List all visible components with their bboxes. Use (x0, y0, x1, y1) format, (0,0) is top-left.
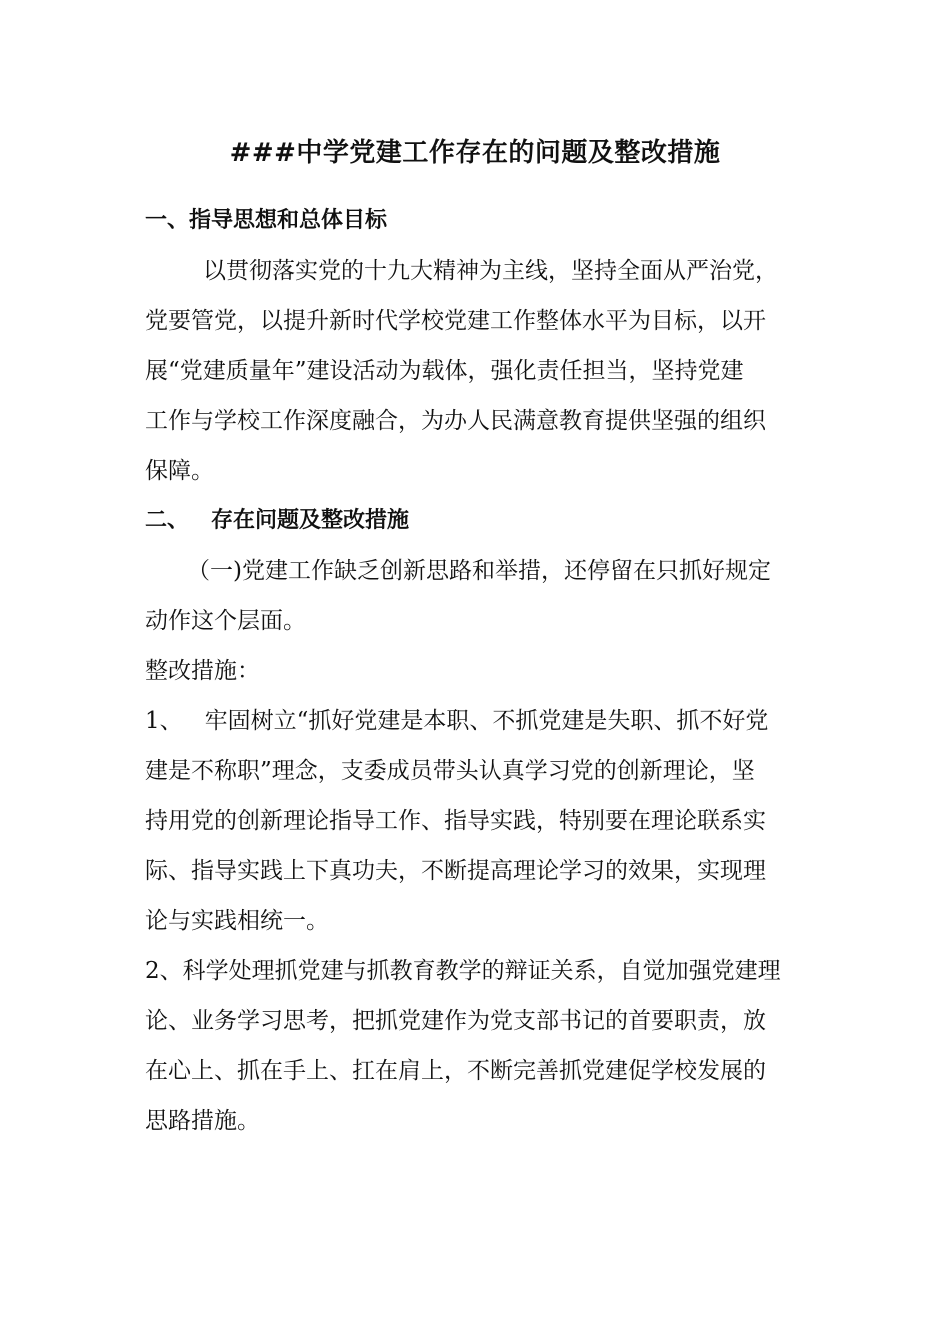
measure-item-2-line: 在心上、抓在手上、扛在肩上，不断完善抓党建促学校发展的 (145, 1058, 766, 1084)
measures-label: 整改措施： (145, 658, 260, 684)
measure-item-number: 1、 (145, 708, 183, 734)
paragraph-line: 以贯彻落实党的十九大精神为主线，坚持全面从严治党， (203, 258, 778, 284)
measure-item-2-line: 思路措施。 (145, 1108, 260, 1134)
measure-item-2-line: 2、科学处理抓党建与抓教育教学的辩证关系，自觉加强党建理 (145, 958, 781, 984)
section-heading-number: 二、 (145, 508, 190, 533)
section-heading-guiding-ideas: 一、指导思想和总体目标 (145, 208, 388, 233)
problem-line: （一)党建工作缺乏创新思路和举措，还停留在只抓好规定 (187, 558, 771, 584)
section-heading-problems-measures (145, 496, 810, 546)
measure-item-1-line: 建是不称职”理念，支委成员带头认真学习党的创新理论，坚 (145, 758, 755, 784)
document-body (145, 196, 810, 1146)
measure-item-2-line: 论、业务学习思考，把抓党建作为党支部书记的首要职责，放 (145, 1008, 766, 1034)
section-heading-text: 存在问题及整改措施 (211, 508, 410, 533)
measure-item-1-line: 持用党的创新理论指导工作、指导实践，特别要在理论联系实 (145, 808, 766, 834)
measure-item-1-line (145, 696, 810, 746)
measure-item-text: 牢固树立“抓好党建是本职、不抓党建是失职、抓不好党 (204, 708, 769, 734)
problem-line: 动作这个层面。 (145, 608, 306, 634)
paragraph-line: 党要管党，以提升新时代学校党建工作整体水平为目标，以开 (145, 308, 766, 334)
measure-item-1-line: 论与实践相统一。 (145, 908, 329, 934)
paragraph-line: 工作与学校工作深度融合，为办人民满意教育提供坚强的组织 (145, 408, 766, 434)
document-title: ###中学党建工作存在的问题及整改措施 (229, 138, 721, 168)
paragraph-line: 保障。 (145, 458, 214, 484)
paragraph-line: 展“党建质量年”建设活动为载体，强化责任担当，坚持党建 (145, 358, 744, 384)
measure-item-1-line: 际、指导实践上下真功夫，不断提高理论学习的效果，实现理 (145, 858, 766, 884)
